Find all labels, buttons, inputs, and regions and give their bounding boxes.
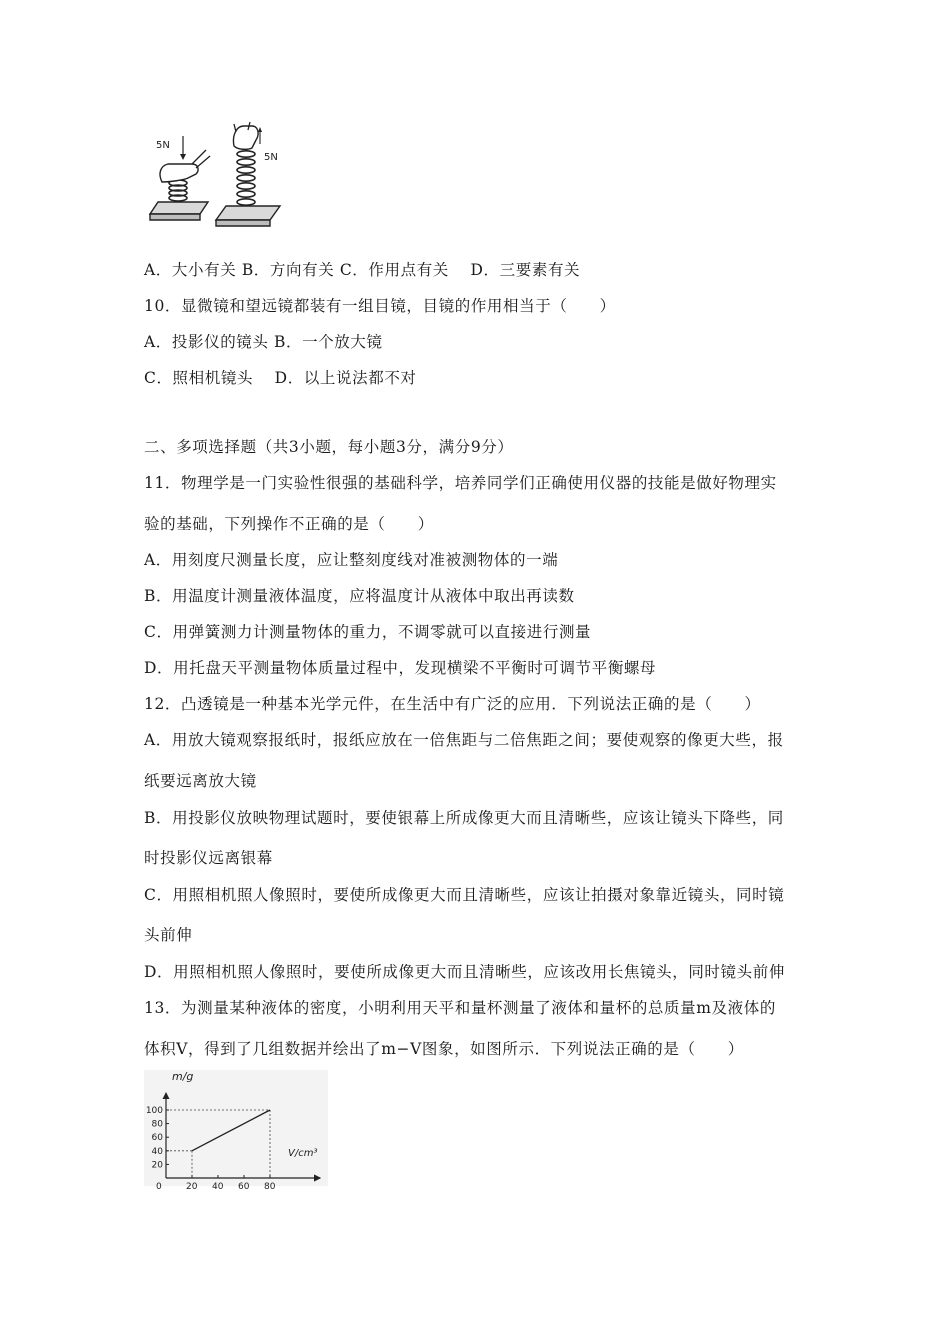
series-line <box>192 1110 270 1151</box>
m-v-graph <box>144 1070 328 1192</box>
label-right-5n: 5N <box>264 152 278 163</box>
q11-option-b: B．用温度计测量液体温度，应将温度计从液体中取出再读数 <box>144 587 575 605</box>
y-tick-label: 60 <box>151 1133 163 1144</box>
y-tick-label: 100 <box>145 1106 163 1116</box>
x-tick-label: 0 <box>156 1182 162 1192</box>
q10-stem: 10．显微镜和望远镜都装有一组目镜，目镜的作用相当于（ ） <box>144 297 616 315</box>
q12-option-d: D．用照相机照人像照时，要使所成像更大而且清晰些，应该改用长焦镜头，同时镜头前伸 <box>144 963 785 981</box>
m-v-chart-svg <box>144 1070 328 1192</box>
y-tick-label: 40 <box>151 1146 163 1157</box>
q12-option-c-line1: C．用照相机照人像照时，要使所成像更大而且清晰些，应该让拍摄对象靠近镜头，同时镜 <box>144 886 785 904</box>
q11-option-d: D．用托盘天平测量物体质量过程中，发现横梁不平衡时可调节平衡螺母 <box>144 659 657 677</box>
q13-stem-line2: 体积V，得到了几组数据并绘出了m−V图象，如图所示．下列说法正确的是（ ） <box>144 1040 744 1058</box>
spring-force-figure <box>148 122 283 228</box>
q11-option-a: A．用刻度尺测量长度，应让整刻度线对准被测物体的一端 <box>144 551 559 569</box>
x-tick-label: 60 <box>238 1182 250 1192</box>
q12-option-b-line2: 时投影仪远离银幕 <box>144 849 273 867</box>
q12-option-b-line1: B．用投影仪放映物理试题时，要使银幕上所成像更大而且清晰些，应该让镜头下降些，同 <box>144 809 784 827</box>
x-tick-label: 20 <box>186 1182 198 1192</box>
y-tick-label: 80 <box>151 1119 163 1130</box>
q10-options-ab: A．投影仪的镜头 B．一个放大镜 <box>144 333 383 351</box>
q11-option-c: C．用弹簧测力计测量物体的重力，不调零就可以直接进行测量 <box>144 623 592 641</box>
section2-heading: 二、多项选择题（共3小题，每小题3分，满分9分） <box>144 438 514 456</box>
q12-option-a-line1: A．用放大镜观察报纸时，报纸应放在一倍焦距与二倍焦距之间；要使观察的像更大些，报 <box>144 731 784 749</box>
q12-option-c-line2: 头前伸 <box>144 926 193 944</box>
q11-stem-line1: 11．物理学是一门实验性很强的基础科学，培养同学们正确使用仪器的技能是做好物理实 <box>144 474 777 492</box>
q10-options-cd: C．照相机镜头 D．以上说法都不对 <box>144 369 417 387</box>
x-tick-label: 40 <box>212 1182 224 1192</box>
q9-options: A．大小有关 B．方向有关 C．作用点有关 D．三要素有关 <box>144 261 581 279</box>
label-left-5n: 5N <box>156 140 170 151</box>
q11-stem-line2: 验的基础，下列操作不正确的是（ ） <box>144 515 434 533</box>
x-tick-label: 80 <box>264 1182 276 1192</box>
y-axis-label: m/g <box>172 1070 194 1083</box>
y-tick-label: 20 <box>151 1160 163 1171</box>
q12-stem: 12．凸透镜是一种基本光学元件，在生活中有广泛的应用．下列说法正确的是（ ） <box>144 695 761 713</box>
q12-option-a-line2: 纸要远离放大镜 <box>144 772 257 790</box>
q13-stem-line1: 13．为测量某种液体的密度，小明利用天平和量杯测量了液体和量杯的总质量m及液体的 <box>144 999 776 1017</box>
x-axis-label: V/cm³ <box>288 1148 318 1159</box>
